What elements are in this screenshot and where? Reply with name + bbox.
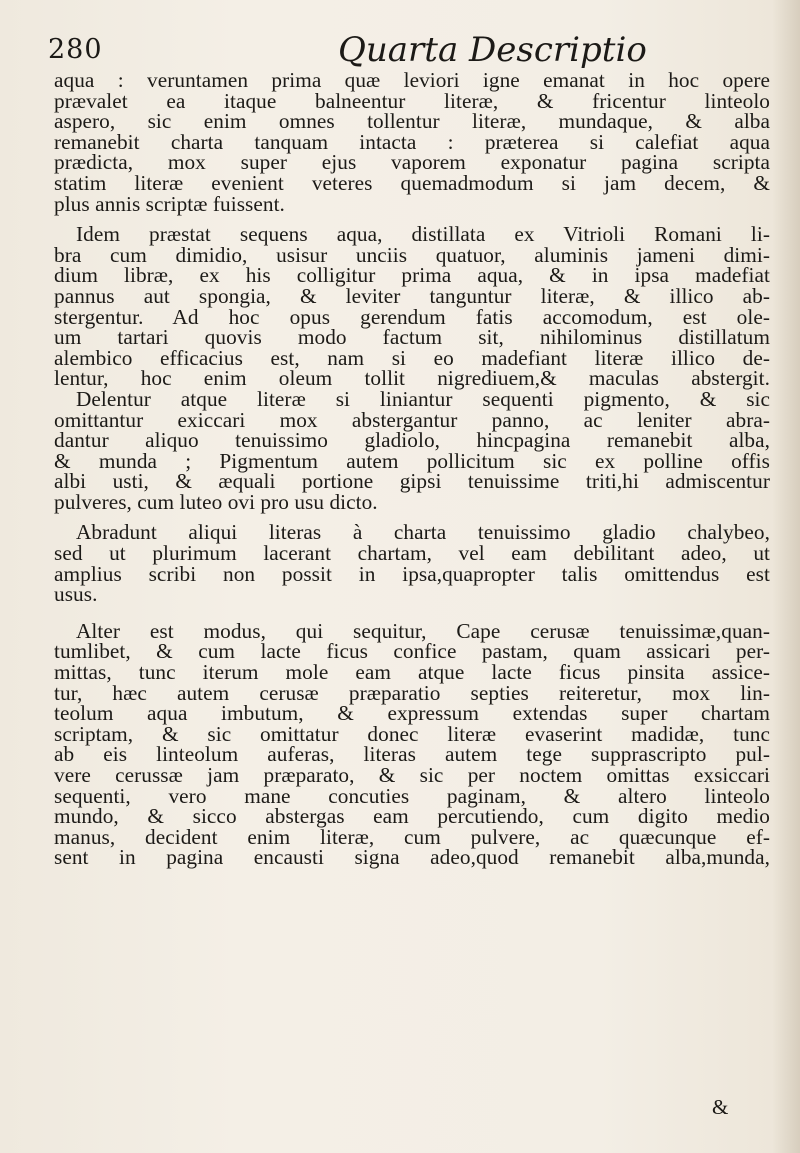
text-line: pannus aut spongia, & leviter tanguntur literæ, & illico ab- xyxy=(54,283,770,308)
text-line: dium libræ, ex his colligitur prima aqua, & in ipsa madefiat xyxy=(54,263,770,288)
text-line: pulveres, cum luteo ovi pro usu dicto. xyxy=(54,489,378,514)
text-line: omittantur exiccari mox abstergantur panno, ac leniter abra- xyxy=(54,407,770,432)
paragraph xyxy=(54,618,770,870)
text-line: prævalet ea itaque balneentur literæ, & fricentur linteolo xyxy=(54,88,770,113)
text-line: amplius scribi non possit in ipsa,quapropter talis omittendus est xyxy=(54,561,770,586)
text-line: ab eis linteolum auferas, literas autem tege supprascripto pul- xyxy=(54,742,770,767)
text-line: sent in pagina encausti signa adeo,quod remanebit alba,munda, xyxy=(54,845,770,870)
text-line: usus. xyxy=(54,582,98,607)
text-line: Idem præstat sequens aqua, distillata ex Vitrioli Romani li- xyxy=(76,222,770,247)
text-line: stergentur. Ad hoc opus gerendum fatis accomodum, est ole- xyxy=(54,304,770,329)
text-line: remanebit charta tanquam intacta : præterea si calefiat aqua xyxy=(54,129,770,154)
text-line: scriptam, & sic omittatur donec literæ evaserint madidæ, tunc xyxy=(54,721,770,746)
text-line: mittas, tunc iterum mole eam atque lacte ficus pinsita assice- xyxy=(54,660,770,685)
text-line: tumlibet, & cum lacte ficus confice pastam, quam assicari per- xyxy=(54,639,770,664)
text-line: um tartari quovis modo factum sit, nihilominus distillatum xyxy=(54,325,770,350)
catchword: & xyxy=(712,1095,729,1119)
text-line: alembico efficacius est, nam si eo madefiant literæ illico de- xyxy=(54,345,770,370)
text-line: manus, decident enim literæ, cum pulvere, ac quæcunque ef- xyxy=(54,824,770,849)
text-line: Abradunt aliqui literas à charta tenuissimo gladio chalybeo, xyxy=(76,520,770,545)
text-line: aspero, sic enim omnes tollentur literæ, mundaque, & alba xyxy=(54,109,770,134)
text-line: statim literæ evenient veteres quemadmodum si jam decem, & xyxy=(54,170,770,195)
page-number: 280 xyxy=(48,34,103,65)
text-line: mundo, & sicco abstergas eam percutiendo, cum digito medio xyxy=(54,804,770,829)
text-line: sed ut plurimum lacerant chartam, vel eam debilitant adeo, ut xyxy=(54,541,770,566)
text-line: dantur aliquo tenuissimo gladiolo, hincpagina remanebit alba, xyxy=(54,428,770,453)
text-line: Alter est modus, qui sequitur, Cape cerusæ tenuissimæ,quan- xyxy=(76,618,770,643)
paragraph xyxy=(54,70,770,214)
text-line: & munda ; Pigmentum autem pollicitum sic ex polline offis xyxy=(54,448,770,473)
body-text xyxy=(54,70,770,868)
text-line: prædicta, mox super ejus vaporem exponatur pagina scripta xyxy=(54,150,770,175)
text-line: teolum aqua imbutum, & expressum extendas super chartam xyxy=(54,701,770,726)
text-line: albi usti, & æquali portione gipsi tenuissime triti,hi admiscentur xyxy=(54,469,770,494)
page-edge-shadow xyxy=(772,0,800,1153)
text-line: bra cum dimidio, usisur unciis quatuor, aluminis jameni dimi- xyxy=(54,242,770,267)
paragraph xyxy=(54,520,770,607)
text-line: plus annis scriptæ fuissent. xyxy=(54,191,285,216)
paragraph xyxy=(54,224,770,512)
text-line: lentur, hoc enim oleum tollit nigrediuem,& maculas abstergit. xyxy=(54,366,770,391)
text-line: Delentur atque literæ si liniantur sequenti pigmento, & sic xyxy=(76,386,770,411)
text-line: vere cerussæ jam præparato, & sic per noctem omittas exsiccari xyxy=(54,763,770,787)
running-head: Quarta Descriptio xyxy=(338,30,647,70)
text-line: sequenti, vero mane concuties paginam, & altero linteolo xyxy=(54,783,770,808)
text-line: tur, hæc autem cerusæ præparatio septies reiteretur, mox lin- xyxy=(54,680,770,705)
text-line: aqua : veruntamen prima quæ leviori igne emanat in hoc opere xyxy=(54,68,770,92)
